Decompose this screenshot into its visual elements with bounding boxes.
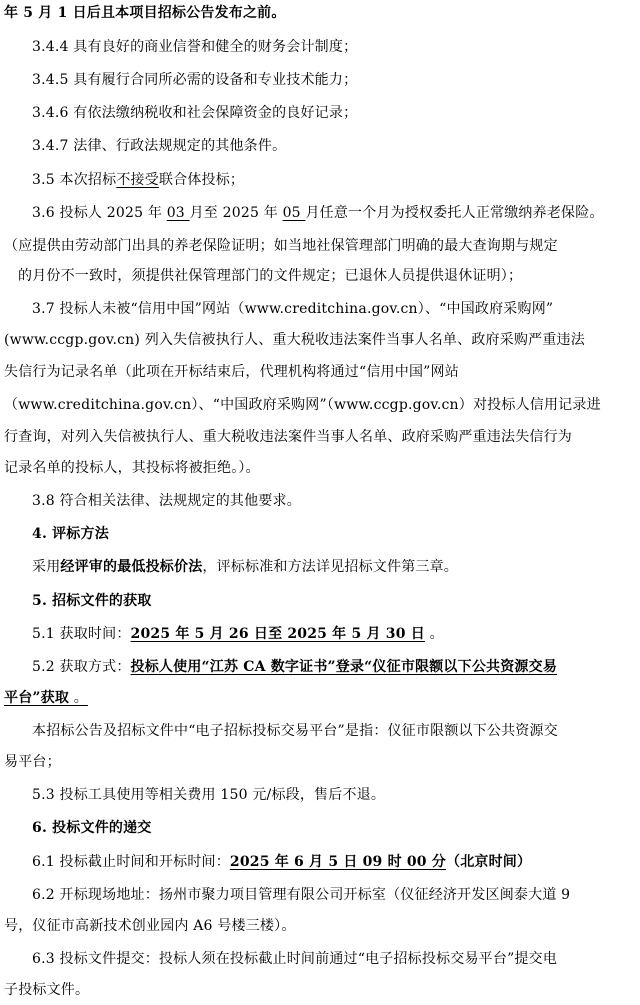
text-run: 年 5 月 1 日后且本项目招标公告发布之前。 <box>4 5 286 21</box>
text-run: 6.3 投标文件提交：投标人须在投标截止时间前通过“电子招标投标交易平台”提交电 <box>32 951 558 967</box>
text-run: 联合体投标； <box>158 172 245 188</box>
text-run: 月至 2025 年 <box>189 205 283 221</box>
line-5-2 <box>32 657 557 677</box>
text-run: 记录名单的投标人，其投标将被拒绝。）。 <box>4 460 260 476</box>
line-5-1 <box>32 624 444 644</box>
text-run: 。 <box>424 626 444 642</box>
heading-4-evaluation <box>32 524 109 544</box>
text-run: 5. 招标文件的获取 <box>32 593 152 609</box>
text-run: （www.creditchina.gov.cn）、“中国政府采购网”（www.ccgp.gov.cn）对投标人信用记录进 <box>4 397 601 413</box>
text-run: 05 <box>282 205 306 221</box>
text-run: （应提供由劳动部门出具的养老保险证明；如当地社保管理部门明确的最大查询期与规定 <box>4 238 558 254</box>
text-run: 6.1 投标截止时间和开标时间： <box>32 854 230 870</box>
text-run: 本招标公告及招标文件中“电子招标投标交易平台”是指：仪征市限额以下公共资源交 <box>32 723 558 739</box>
line-3-7-cont-1 <box>4 330 585 350</box>
text-run: 子投标文件。 <box>4 982 90 998</box>
line-evaluation-method <box>32 557 458 577</box>
line-3-4-5 <box>32 70 357 90</box>
line-3-7 <box>32 299 553 319</box>
line-3-6-note-2 <box>18 266 522 286</box>
line-3-7-cont-3 <box>4 395 601 415</box>
line-6-1 <box>32 852 531 872</box>
text-run: 4. 评标方法 <box>32 526 109 542</box>
text-run: 3.8 符合相关法律、法规规定的其他要求。 <box>32 493 301 509</box>
line-3-5 <box>32 170 244 190</box>
line-3-4-7 <box>32 136 286 156</box>
line-3-6-note-1 <box>4 236 558 256</box>
text-run: 2025 年 5 月 26 日至 2025 年 5 月 30 日 <box>130 626 425 642</box>
text-run: 行查询，对列入失信被执行人、重大税收违法案件当事人名单、政府采购严重违法失信行为 <box>4 429 572 445</box>
line-3-7-cont-5 <box>4 458 260 478</box>
line-6-2 <box>32 885 570 905</box>
text-run: 失信行为记录名单（此项在开标结束后，代理机构将通过“信用中国”网站 <box>4 364 459 380</box>
text-run: 3.5 本次招标 <box>32 172 117 188</box>
text-run: 2025 年 6 月 5 日 09 时 00 分 <box>229 854 446 870</box>
line-6-3-cont <box>4 980 89 1000</box>
line-year-clause <box>4 3 286 23</box>
text-run: 3.6 投标人 2025 年 <box>32 205 167 221</box>
line-3-7-cont-2 <box>4 362 459 382</box>
text-run: （北京时间） <box>446 854 532 870</box>
text-run: 易平台； <box>4 754 61 770</box>
line-platform-def-2 <box>4 752 61 772</box>
line-platform-def-1 <box>32 721 558 741</box>
text-run: 不接受 <box>116 172 159 188</box>
text-run: 采用 <box>32 559 61 575</box>
line-5-2-cont <box>4 688 88 708</box>
line-3-8 <box>32 491 301 511</box>
text-run: 经评审的最低投标价法 <box>60 559 203 575</box>
text-run: 3.4.7 法律、行政法规规定的其他条件。 <box>32 138 287 154</box>
line-3-7-cont-4 <box>4 427 572 447</box>
line-5-3 <box>32 785 385 805</box>
text-run: 投标人使用“江苏 CA 数字证书”登录“仪征市限额以下公共资源交易 <box>130 659 558 675</box>
text-run: 5.1 获取时间： <box>32 626 131 642</box>
text-run: 平台”获取 <box>4 690 70 706</box>
text-run: 03 <box>166 205 190 221</box>
text-run: 的月份不一致时，须提供社保管理部门的文件规定；已退休人员提供退休证明）； <box>18 268 523 284</box>
line-3-6 <box>32 203 604 223</box>
text-run: 6. 投标文件的递交 <box>32 820 152 836</box>
text-run: 3.7 投标人未被“信用中国”网站（www.creditchina.gov.cn）、“中国政府采购网” <box>32 301 554 317</box>
text-run: 5.2 获取方式： <box>32 659 131 675</box>
text-run: (www.ccgp.gov.cn) 列入失信被执行人、重大税收违法案件当事人名单、政府采购严重违法 <box>4 332 585 348</box>
line-3-4-4 <box>32 37 357 57</box>
text-run: 6.2 开标现场地址：扬州市聚力项目管理有限公司开标室（仪征经济开发区闽泰大道 9 <box>32 887 571 903</box>
text-run: 3.4.4 具有良好的商业信誉和健全的财务会计制度； <box>32 39 358 55</box>
text-run: 3.4.5 具有履行合同所必需的设备和专业技术能力； <box>32 72 358 88</box>
heading-6-submission <box>32 818 152 838</box>
text-run: 5.3 投标工具使用等相关费用 150 元/标段，售后不退。 <box>32 787 386 803</box>
text-run: 号，仪征市高新技术创业园内 A6 号楼三楼）。 <box>4 918 296 934</box>
line-6-3 <box>32 949 557 969</box>
text-run: ，评标标准和方法详见招标文件第三章。 <box>202 559 459 575</box>
text-run: 月任意一个月为授权委托人正常缴纳养老保险。 <box>305 205 604 221</box>
text-run: 3.4.6 有依法缴纳税收和社会保障资金的良好记录； <box>32 105 358 121</box>
text-run: 。 <box>69 690 88 706</box>
heading-5-obtain-docs <box>32 591 152 611</box>
line-3-4-6 <box>32 103 357 123</box>
line-6-2-cont <box>4 916 296 936</box>
